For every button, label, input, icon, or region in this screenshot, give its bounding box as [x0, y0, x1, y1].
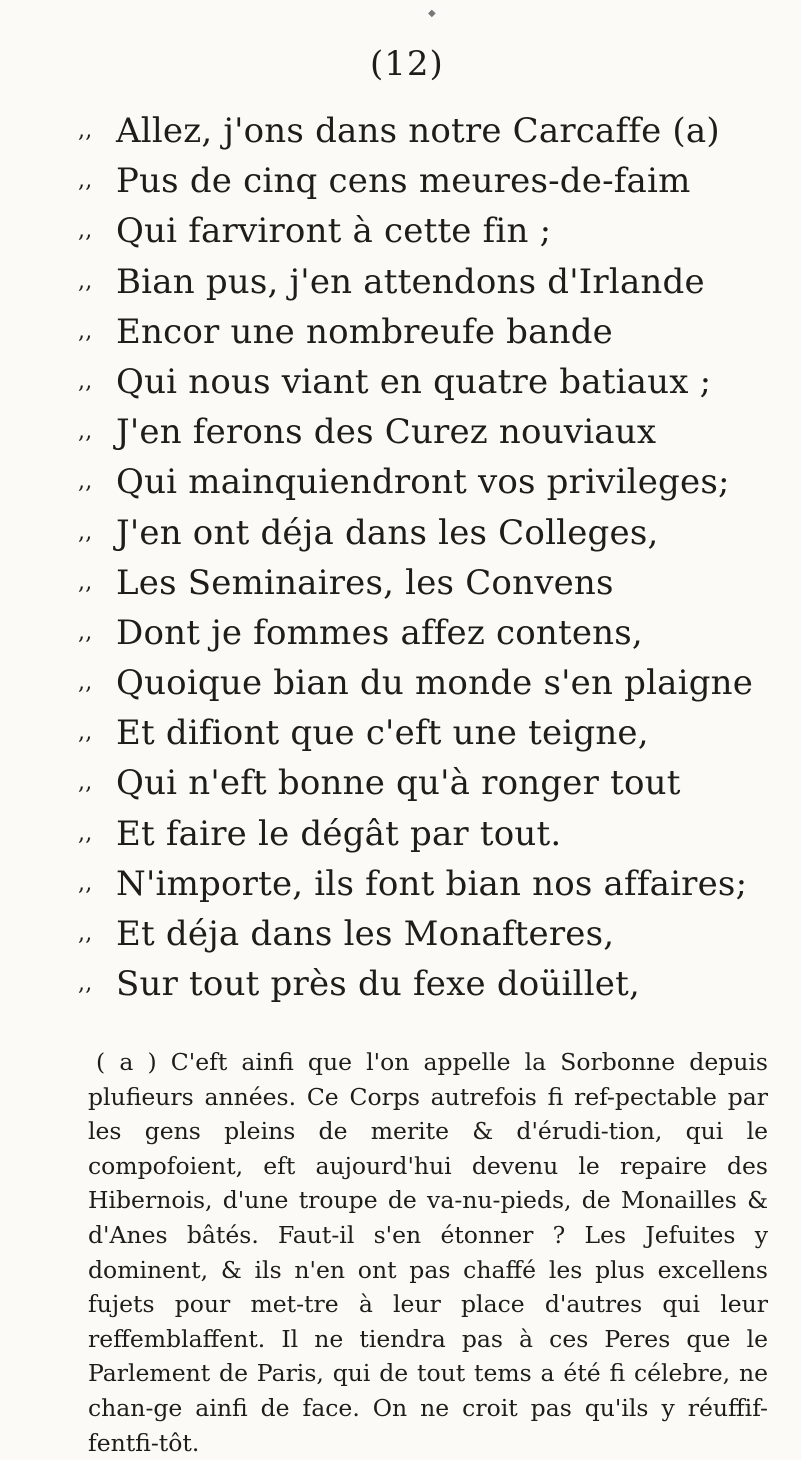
quote-mark: ,,: [78, 519, 93, 545]
verse-text: Qui mainquiendront vos privileges;: [116, 462, 730, 503]
verse-line: [78, 959, 768, 1009]
quote-mark: ,,: [78, 469, 93, 495]
quote-mark: ,,: [78, 569, 93, 595]
verse-line: [78, 457, 768, 507]
verse-text: Bian pus, j'en attendons d'Irlande: [116, 261, 705, 302]
quote-mark: ,,: [78, 118, 93, 143]
verse-line: [78, 859, 768, 909]
verse-line: [78, 658, 768, 708]
verse-text: Qui nous viant en quatre batiaux ;: [116, 361, 712, 402]
quote-mark: ,,: [78, 820, 93, 846]
verse-line: [78, 257, 768, 307]
verse-text: J'en ont déja dans les Colleges,: [116, 512, 659, 553]
quote-mark: ,,: [78, 720, 93, 746]
quote-mark: ,,: [78, 870, 93, 896]
verse-line: [78, 407, 768, 457]
verse-line: [78, 809, 768, 859]
quote-mark: ,,: [78, 168, 93, 194]
verse-text: Qui n'eft bonne qu'à ronger tout: [116, 763, 681, 804]
verse-text: Qui farviront à cette fin ;: [116, 211, 552, 252]
verse-text: Et déja dans les Monafteres,: [116, 914, 615, 954]
verse-line: [78, 357, 768, 407]
verse-text: Dont je fommes affez contens,: [116, 612, 643, 653]
quote-mark: ,,: [78, 971, 93, 997]
verse-text: Sur tout près du fexe doüillet,: [116, 964, 640, 1005]
quote-mark: ,,: [78, 268, 93, 294]
verse-text: Pus de cinq cens meures-de-faim: [116, 161, 691, 202]
quote-mark: ,,: [78, 921, 93, 946]
ink-speck: ◆: [428, 8, 436, 19]
quote-mark: ,,: [78, 368, 93, 394]
verse-block: [78, 106, 768, 1009]
verse-line: [78, 608, 768, 658]
page-number: (12): [370, 44, 444, 84]
verse-line: [78, 156, 768, 206]
verse-text: J'en ferons des Curez nouviaux: [116, 412, 657, 453]
verse-line: [78, 708, 768, 758]
quote-mark: ,,: [78, 770, 93, 796]
footnote: ( a ) C'eft ainfi que l'on appelle la Sorbonne depuis plufieurs années. Ce Corps autrefois fi ref-pectable par les gens pleins de merite & d'érudi-tion, qui le compofoient, eft aujourd'hui devenu le repaire des Hibernois, d'une troupe de va-nu-pieds, de Monailles & d'Anes bâtés. Faut-il s'en étonner ? Les Jefuites y dominent, & ils n'en ont pas chaffé les plus excellens fujets pour met-tre à leur place d'autres qui leur reffemblaffent. Il ne tiendra pas à ces Peres que le Parlement de Paris, qui de tout tems a été fi célebre, ne chan-ge ainfi de face. On ne croit pas qu'ils y réuffif-fentfi-tôt.: [88, 1048, 768, 1457]
verse-line: [78, 508, 768, 558]
verse-text: Allez, j'ons dans notre Carcaffe (a): [116, 111, 720, 151]
quote-mark: ,,: [78, 318, 93, 344]
verse-text: Et difiont que c'eft une teigne,: [116, 713, 649, 754]
verse-text: Les Seminaires, les Convens: [116, 562, 614, 603]
verse-text: Quoique bian du monde s'en plaigne: [116, 663, 754, 704]
verse-text: Et faire le dégât par tout.: [116, 813, 562, 854]
verse-line: [78, 758, 768, 808]
quote-mark: ,,: [78, 218, 93, 244]
quote-mark: ,,: [78, 670, 93, 696]
verse-line: [78, 106, 768, 156]
verse-text: Encor une nombreufe bande: [116, 311, 613, 352]
verse-text: N'importe, ils font bian nos affaires;: [116, 863, 748, 904]
verse-line: [78, 307, 768, 357]
verse-line: [78, 206, 768, 256]
verse-line: [78, 558, 768, 608]
verse-line: [78, 909, 768, 959]
quote-mark: ,,: [78, 419, 93, 445]
quote-mark: ,,: [78, 619, 93, 645]
